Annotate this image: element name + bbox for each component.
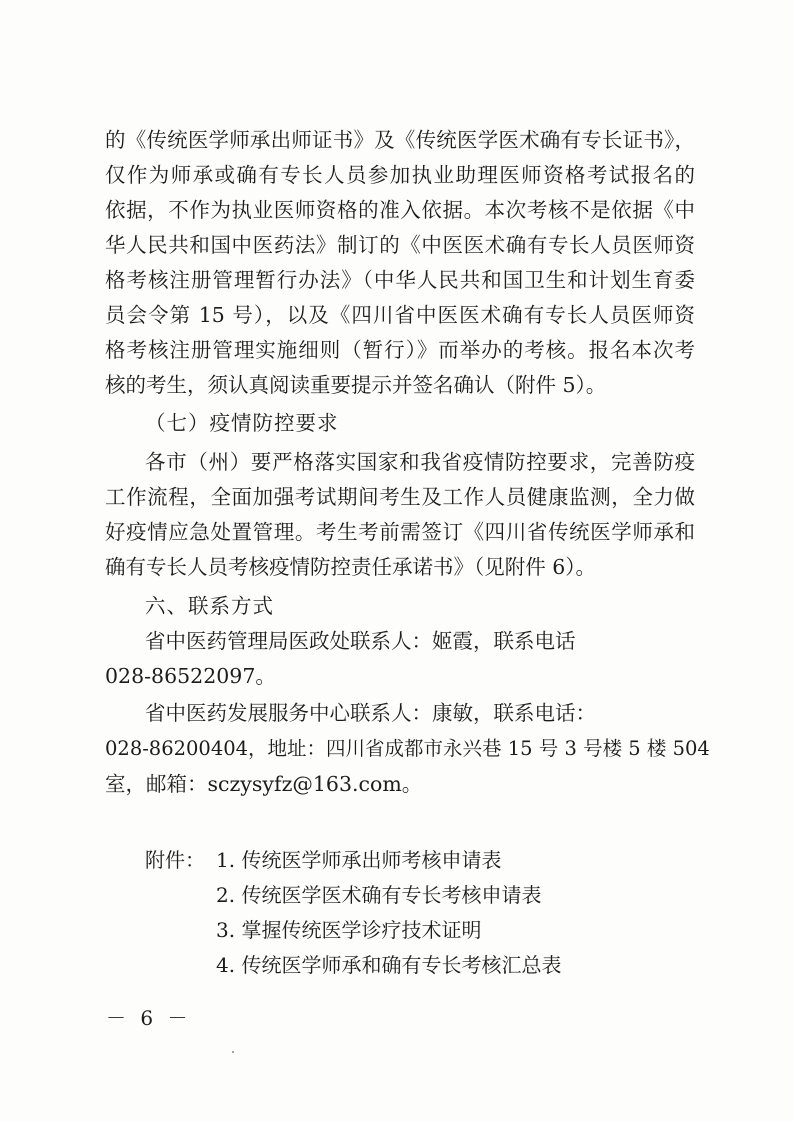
section-heading-contact: 六、联系方式 [145,594,274,618]
paragraph-line: 核的考生，须认真阅读重要提示并签名确认（附件 5）。 [105,373,607,397]
contact-email: 室，邮箱：sczysyfz@163.com。 [105,772,423,796]
paragraph-line: 确有专长人员考核疫情防控责任承诺书》（见附件 6）。 [105,555,597,579]
attachment-item: 1. 传统医学师承出师考核申请表 [216,848,502,872]
paragraph-line: 格考核注册管理实施细则（暂行）》而举办的考核。报名本次考 [105,338,695,362]
attachments-label: 附件： [145,848,205,872]
paragraph-line: 工作流程，全面加强考试期间考生及工作人员健康监测，全力做 [105,485,695,509]
paragraph-line: 的《传统医学师承出师证书》及《传统医学医术确有专长证书》， [105,128,695,152]
attachment-item: 2. 传统医学医术确有专长考核申请表 [216,883,542,907]
attachment-item: 4. 传统医学师承和确有专长考核汇总表 [216,953,562,977]
paragraph-line: 格考核注册管理暂行办法》（中华人民共和国卫生和计划生育委 [105,268,695,292]
attachment-item: 3. 掌握传统医学诊疗技术证明 [216,918,482,942]
contact-line: 省中医药发展服务中心联系人：康敏，联系电话： [145,701,596,725]
paragraph-line: 好疫情应急处置管理。考生考前需签订《四川省传统医学师承和 [105,520,695,544]
paragraph-line: 依据，不作为执业医师资格的准入依据。本次考核不是依据《中 [105,198,695,222]
paragraph-line: 员会令第 15 号），以及《四川省中医医术确有专长人员医师资 [105,303,695,327]
contact-address: 028-86200404，地址：四川省成都市永兴巷 15 号 3 号楼 5 楼 504 [105,737,710,760]
contact-line: 省中医药管理局医政处联系人：姬霞，联系电话 [145,629,576,653]
section-heading-epidemic: （七）疫情防控要求 [145,411,339,435]
paragraph-line: 华人民共和国中医药法》制订的《中医医术确有专长人员医师资 [105,233,695,257]
paragraph-line: 仅作为师承或确有专长人员参加执业助理医师资格考试报名的 [105,163,695,187]
page-number: － 6 － [106,1006,192,1030]
contact-phone: 028-86522097。 [105,664,276,688]
scan-speck [232,1051,234,1053]
paragraph-line: 各市（州）要严格落实国家和我省疫情防控要求，完善防疫 [145,450,695,474]
